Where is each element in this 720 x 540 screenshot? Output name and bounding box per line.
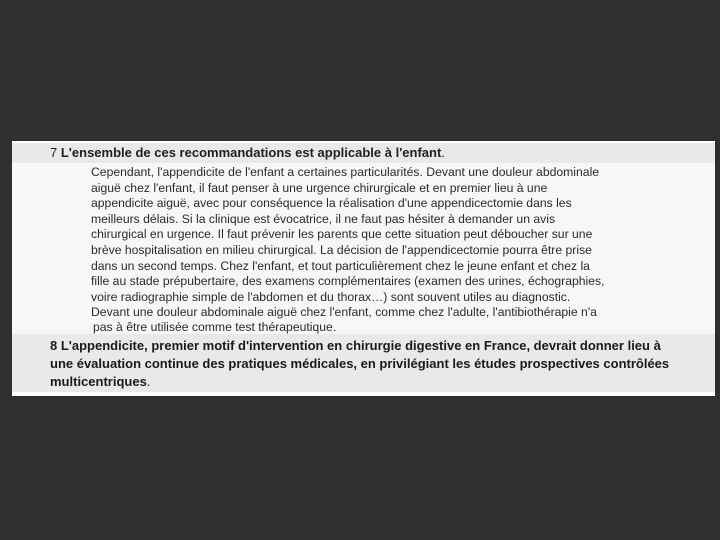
recommendation-7 xyxy=(50,145,445,160)
slide-content xyxy=(12,141,715,396)
paragraph-line: dans un second temps. Chez l'enfant, et tout particulièrement chez le jeune enfant et chez la xyxy=(91,258,590,273)
recommendation-8 xyxy=(50,337,710,391)
paragraph-line: voire radiographie simple de l'abdomen et du thorax…) sont souvent utiles au diagnostic. xyxy=(91,289,571,304)
item-number: 7 xyxy=(50,145,58,160)
recommendation-8-line: une évaluation continue des pratiques médicales, en privilégiant les études prospectives contrôlées xyxy=(50,356,670,371)
paragraph-line: Cependant, l'appendicite de l'enfant a certaines particularités. Devant une douleur abdominale xyxy=(91,165,600,179)
recommendation-7-text: L'ensemble de ces recommandations est applicable à l'enfant xyxy=(60,145,442,160)
paragraph-line: meilleurs délais. Si la clinique est évocatrice, il ne faut pas hésiter à demander un avis xyxy=(91,211,556,226)
paragraph-last-line: pas à être utilisée comme test thérapeutique. xyxy=(93,320,337,334)
paragraph-line: appendicite aiguë, avec pour conséquence la réalisation d'une appendicectomie dans les xyxy=(91,196,572,211)
recommendation-7-period: . xyxy=(441,145,445,160)
recommendation-8-line: multicentriques xyxy=(50,374,147,389)
paragraph-line: Devant une douleur abdominale aiguë chez l'enfant, comme chez l'adulte, l'antibiothérapie n'a xyxy=(91,305,597,320)
recommendation-8-period: . xyxy=(146,374,151,389)
recommendation-8-line: 8 L'appendicite, premier motif d'intervention en chirurgie digestive en France, devrait donner lieu à xyxy=(50,338,661,353)
paragraph-line: fille au stade prépubertaire, des examens complémentaires (examen des urines, échographies, xyxy=(91,274,605,289)
paragraph-line: chirurgical en urgence. Il faut prévenir les parents que cette situation peut déboucher sur une xyxy=(91,227,593,242)
pediatric-paragraph xyxy=(91,165,681,321)
paragraph-line: aiguë chez l'enfant, il faut penser à une urgence chirurgicale et en premier lieu à une xyxy=(91,180,548,195)
paragraph-line: brève hospitalisation en milieu chirurgical. La décision de l'appendicectomie pourra être prise xyxy=(91,242,592,257)
